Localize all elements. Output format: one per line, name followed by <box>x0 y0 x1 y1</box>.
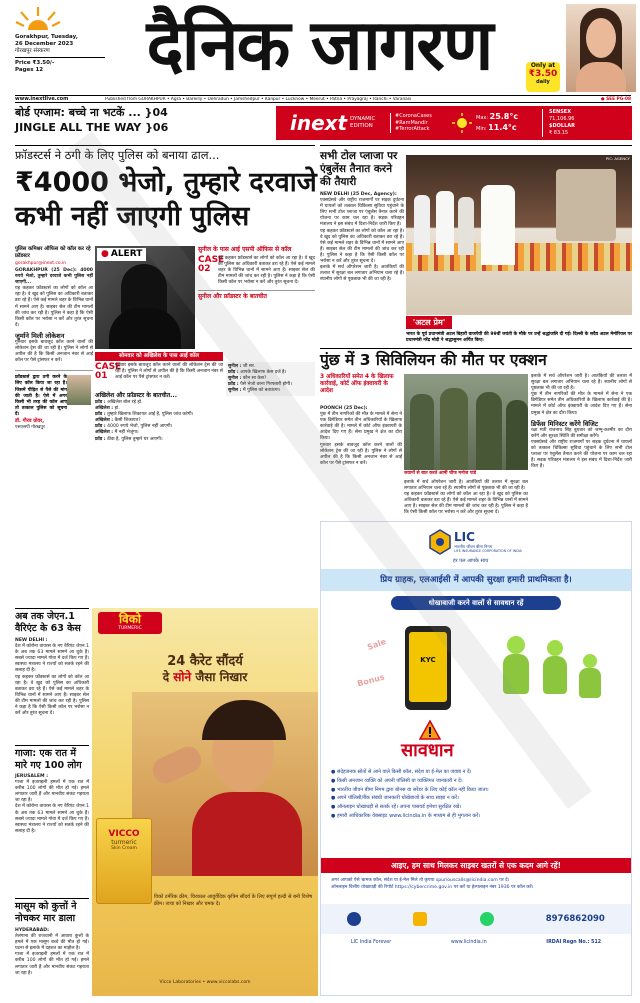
poonch-side-head: 3 अधिकारियों समेत 4 के खिलाफ कार्रवाई, कोर्ट ऑफ इंक्वायरी के आदेश <box>320 374 394 394</box>
atal-tribute-photo: PIC: AGENCY <box>406 155 632 315</box>
atal-caption: भारत के पूर्व प्रधानमंत्री अटल बिहारी वाजपेयी की 99वीं जयंती के मौके पर उन्हें श्रद्धांजलि दी गई। दिल्ली के सदैव अटल मेमोरियल पर प्रधानमंत्री नरेंद्र मोदी ने श्रद्धासुमन अर्पित किए। <box>406 332 632 344</box>
dollar-value: ₹ 83.15 <box>549 130 569 136</box>
lead-byline-kicker: पुलिस कमिश्नर ऑफिस को कॉल कर रहे फ्रॉडस्टर <box>15 246 91 259</box>
poonch-subhead: डिफेंस मिनिस्टर करेंगे विजिट <box>531 419 599 428</box>
lic-points: ● संदेहजनक स्रोतों से आने वाले किसी कॉल, संदेश या ई-मेल का जवाब न दें। ● किसी अनजान व्यक्ति को अपनी पॉलिसी या व्यक्तिगत जानकारी न दें। ● भारतीय जीवन बीमा निगम द्वारा बोनस या सरेंडर के लिए कोई कॉल नहीं किया जाता। ● अपने पॉलिसी/बैंक संबंधी जानकारी धोखेबाजों के साथ साझा न करें। ● ऑनलाइन धोखाधड़ी से सतर्क रहें। अपना पासवर्ड हमेशा सुरक्षित रखें। ● हमारी आधिकारिक वेबसाइट www.licindia.in के माध्यम से ही भुगतान करें। <box>331 769 489 819</box>
alert-hacker-photo: ● ALERT <box>95 246 195 349</box>
paper-title: दैनिक जागरण <box>146 3 492 86</box>
sun-logo-icon <box>15 6 61 30</box>
lic-warning: धोखाबाजी करने वालों से सावधान रहें <box>391 596 561 610</box>
vicco-contact[interactable]: Vicco Laboratories • www.viccolabs.com <box>159 980 251 985</box>
poonch-body: पुंछ में तीन नागरिकों की मौत के मामले में सेना ने एक ब्रिगेडियर समेत तीन अधिकारियों के खिलाफ कार्रवाई की है। मामले में कोर्ट ऑफ इंक्वायरी के आदेश दिए गए हैं। सेना प्रमुख ने क्षेत्र का दौरा किया। <box>320 412 402 442</box>
atal-caption-tag: 'अटल प्रेम' <box>406 316 452 329</box>
army-photo-caption: जवानों से बात करते आर्मी चीफ मनोज पांडे <box>404 471 477 476</box>
toll-body: एक्सप्रेसवे और राष्ट्रीय राजमार्गों पर सड़क दुर्घटना में घायलों को तत्काल चिकित्सा सुविधा पहुंचाने के लिए सभी टोल प्लाजा पर एंबुलेंस तैनात करने की योजना पर काम चल रहा है। सड़क परिवहन मंत्रालय ने इस संबंध में दिशा-निर्देश जारी किए हैं। <box>320 198 404 228</box>
inext-logo: inext <box>290 111 348 135</box>
vicco-ad[interactable]: विको TURMERIC 24 कैरेट सौंदर्य दे सोने जैसा निखार VICCO turmeric Skin Cream विको टर्मरिक क्रीम, चिरकाल आयुर्वेदिक कृत्रिम सौंदर्य के लिए संपूर्ण हल्दी से बनी विशेष क्रीम। त्वचा को निखार और चमक दे। Vicco Laboratories • www.viccolabs.com <box>92 608 318 996</box>
vicco-pack: VICCO turmeric Skin Cream <box>96 818 152 904</box>
lic-social[interactable]: LIC India Forever <box>350 939 392 945</box>
pages: Pages 12 <box>15 67 44 73</box>
edition-date: 26 December 2023 <box>15 41 74 47</box>
min-temp: 11.4°c <box>488 123 517 132</box>
officer-photo <box>67 375 91 405</box>
lic-logo-icon <box>429 529 451 555</box>
see-page: ● SEE PG-08 <box>600 96 631 102</box>
lead-body: यह कहकर फ्रॉडस्टर्स का लोगों को कॉल आ रहा है। वे खुद को पुलिस का अधिकारी बताकर डरा रहे हैं। ऐसे कई मामले शहर के विभिन्न थानों में सामने आए हैं। साइबर सेल की टीम मामलों की जांच कर रही है। पुलिस ने कहा है कि ऐसी किसी कॉल पर भरोसा न करें और तुरंत सूचना दें। <box>15 286 94 328</box>
case-01-bar: सोमवार को अखिलेश के पास आई कॉल <box>95 352 223 361</box>
dogs-headline: मासूम को कुत्तों ने नोचकर मार डाला <box>15 901 77 924</box>
poonch-headline: पुंछ में 3 सिविलियन की मौत पर एक्शन <box>320 351 547 369</box>
published-from: Published from GORAKHPUR • Agra • Bareilly • Dehradun • Jamshedpur • Kanpur • Lucknow • Meerut • Patna • Prayagraj • Ranchi • Varanasi <box>105 96 412 102</box>
quote-name: डॉ. गौरव ग्रोवर, <box>15 417 45 424</box>
jn1-body: देश में कोरोना वायरस के नए वैरिएंट जेएन.1 के अब तक 63 मामले सामने आ चुके हैं। सबसे ज्यादा मामले गोवा में दर्ज किए गए हैं। स्वास्थ्य मंत्रालय ने राज्यों को सतर्क रहने की सलाह दी है। <box>15 644 89 674</box>
sensex-value: 71,106.96 <box>549 116 575 122</box>
quote-desig: एसएसपी गोरखपुर <box>15 424 45 430</box>
lic-ad[interactable]: LIC भारतीय जीवन बीमा निगम LIFE INSURANCE CORPORATION OF INDIA हर पल आपके साथ प्रिय ग्राहक, एलआईसी में आपकी सुरक्षा हमारी प्राथमिकता है। धोखाबाजी करने वालों से सावधान रहें KYC Sale Bonus सावधान ● संदेहजनक स्रोतों से आने वाले किसी कॉल, संदेश या ई-मेल का जवाब न दें। ● किसी अनजान व्यक्ति को अपनी पॉलिसी या व्यक्तिगत जानकारी न दें। ● भारतीय जीवन बीमा निगम द्वारा बोनस या सरेंडर के लिए कोई कॉल नहीं किया जाता। ● अपने पॉलिसी/बैंक संबंधी जानकारी धोखेबाजों के साथ साझा न करें। ● ऑनलाइन धोखाधड़ी से सतर्क रहें। अपना पासवर्ड हमेशा सुरक्षित रखें। ● हमारी आधिकारिक वेबसाइट www.licindia.in के माध्यम से ही भुगतान करें। आइए, हम साथ मिलकर साइबर खतरों से एक कदम आगे रहें! अगर आपको ऐसे भ्रामक कॉल, संदेश या ई-मेल मिले तो कृपया spuriouscalls@licindia.com पर दें। ऑनलाइन वित्तीय धोखाधड़ी की रिपोर्ट https://cybercrime.gov.in पर करें या हेल्पलाइन नंबर 1930 पर कॉल करें। 8976862090 LIC India Forever www.licindia.in IRDAI Regn No.: 512 <box>320 521 632 996</box>
lic-tagline: हर पल आपके साथ <box>453 558 489 564</box>
case-02-dialog: सुनील : जी सर. फ्रॉड : आपके खिलाफ केस दर्ज है। सुनील : कौन सा केस? फ्रॉड : पैसे भेजो वरना गिरफ्तारी होगी। सुनील : मैं पुलिस को बताऊंगा। <box>226 362 315 396</box>
poonch-body-3: रक्षा मंत्री राजनाथ सिंह बुधवार को जम्मू-कश्मीर का दौरा करेंगे और सुरक्षा स्थिति की समीक्षा करेंगे। <box>531 427 632 439</box>
price-badge: Only at ₹3.50 daily <box>526 62 560 92</box>
edition-hindi: गोरखपुर संस्करण <box>15 48 50 54</box>
bride-photo <box>132 692 318 876</box>
lead-subhead: जुर्माने मिली लोकेशन <box>15 331 65 340</box>
dogs-body: तेलंगाना की राजधानी में आवारा कुत्तों के हमले में एक मासूम बच्चे की मौत हो गई। घटना से इलाके में दहशत का माहौल है। <box>15 934 89 952</box>
jn1-headline: अब तक जेएन.1 वैरिएंट के 63 केस <box>15 611 81 634</box>
teaser-jingle: JINGLE ALL THE WAY }06 <box>15 121 169 134</box>
price: Price ₹3.50/- <box>15 60 55 66</box>
lead-dateline: GORAKHPUR (25 Dec): 4000 रुपये भेजो, तुम्हारे दरवाजे कभी पुलिस नहीं जाएगी... <box>15 268 93 286</box>
lic-web[interactable]: www.licindia.in <box>450 939 487 945</box>
alert-icon: ● <box>101 249 109 259</box>
app-icon <box>413 912 427 926</box>
max-temp: 25.8°c <box>489 112 519 121</box>
chat-icon <box>347 912 361 926</box>
lead-body-2: गुरुवार इसके बावजूद कॉल करने वालों की लोकेशन ट्रेस की जा रही है। पुलिस ने लोगों से अपील की है कि किसी अनजान नंबर से आई कॉल पर पैसे ट्रांसफर न करें। <box>15 339 93 364</box>
lead-kicker: फ्रॉडस्टर्स ने ठगी के लिए पुलिस को बनाया ढाल... <box>15 148 220 162</box>
lead-headline-2: कभी नहीं जाएगी पुलिस <box>15 201 250 232</box>
lic-irdai: IRDAI Regn No.: 512 <box>546 939 602 945</box>
phone-fraud-illustration: KYC Sale Bonus <box>357 620 603 716</box>
model-photo <box>566 4 636 92</box>
inext-bar: inext DYNAMIC EDITION #CoronaCases #RamMandir #TerrorAttack Max: 25.8°c Min: 11.4°c SENSEX 71,106.96 $DOLLAR ₹ 83.15 <box>276 106 632 140</box>
gaza-body: गाजा में इजराइली हमलों में एक रात में करीब 100 लोगों की मौत हो गई। हमले लगातार जारी हैं और मानवीय संकट गहराता जा रहा है। <box>15 780 89 804</box>
warning-icon <box>419 720 441 740</box>
vicco-body: विको टर्मरिक क्रीम, चिरकाल आयुर्वेदिक कृत्रिम सौंदर्य के लिए संपूर्ण हल्दी से बनी विशेष क्रीम। त्वचा को निखार और चमक दे। <box>154 894 312 907</box>
masthead <box>0 0 640 96</box>
lead-headline-1: ₹4000 भेजो, तुम्हारे दरवाजे <box>15 167 317 198</box>
vicco-headline-1: 24 कैरेट सौंदर्य <box>167 654 243 669</box>
army-chief-photo <box>404 374 528 470</box>
whatsapp-icon <box>480 912 494 926</box>
lic-banner: प्रिय ग्राहक, एलआईसी में आपकी सुरक्षा हमारी प्राथमिकता है। <box>321 569 631 591</box>
lic-footer-band: आइए, हम साथ मिलकर साइबर खतरों से एक कदम आगे रहें! <box>321 858 631 873</box>
lic-footer-text: अगर आपको ऐसे भ्रामक कॉल, संदेश या ई-मेल मिले तो कृपया spuriouscalls@licindia.com पर दें। <box>331 878 510 883</box>
hashtag[interactable]: #TerrorAttack <box>395 126 430 133</box>
toll-headline: सभी टोल प्लाजा पर एंबुलेंस तैनात करने की तैयारी <box>320 150 398 188</box>
lic-footer-text-2: ऑनलाइन वित्तीय धोखाधड़ी की रिपोर्ट https://cybercrime.gov.in पर करें या हेल्पलाइन नंबर 1930 पर कॉल करें। <box>331 884 534 890</box>
weather-icon <box>452 113 472 133</box>
gaza-headline: गाजा: एक रात में मारे गए 100 लोग <box>15 748 82 771</box>
case-02-box: सुनील के पास आई एसपी ऑफिस से कॉल CASE 02 यह कहकर फ्रॉडस्टर्स का लोगों को कॉल आ रहा है। वे खुद को पुलिस का अधिकारी बताकर डरा रहे हैं। ऐसे कई मामले शहर के विभिन्न थानों में सामने आए हैं। साइबर सेल की टीम मामलों की जांच कर रही है। पुलिस ने कहा है कि ऐसी किसी कॉल पर भरोसा न करें और तुरंत सूचना दें। सुनील और फ्रॉडस्टर के बातचीत <box>198 246 315 300</box>
website[interactable]: www.inextlive.com <box>15 96 69 102</box>
teaser-board-exam: बोर्ड एग्जाम: बच्चे ना भटकें ... }04 <box>15 106 168 119</box>
hashtag[interactable]: #CoronaCases <box>395 113 432 120</box>
lic-caution: सावधान <box>401 740 454 761</box>
vicco-logo: विको TURMERIC <box>98 612 162 634</box>
hashtag[interactable]: #RamMandir <box>395 119 428 126</box>
lic-logo: LIC <box>454 530 475 544</box>
lead-email[interactable]: gorakhpur@inext.co.in <box>15 261 67 266</box>
poonch-body-2: इलाके में सर्च ऑपरेशन जारी है। आतंकियों की तलाश में सुरक्षा बल लगातार अभियान चला रहे हैं। स्थानीय लोगों से पूछताछ भी की जा रही है। <box>404 480 528 492</box>
case-01-dialog: अखिलेश और फ्रॉडस्टर के बातचीत... फ्रॉड : अखिलेश बोल रहे हो. अखिलेश : हां. फ्रॉड : तुम्हारे खिलाफ शिकायत आई है, पुलिस जांच करेगी। अखिलेश : कैसी शिकायत? फ्रॉड : 4000 रुपये भेजो, पुलिस नहीं आएगी। अखिलेश : मैं नहीं भेजूंगा। फ्रॉड : ठीक है, पुलिस तुम्हारे घर आएगी। <box>95 392 194 442</box>
lic-phone[interactable]: 8976862090 <box>545 914 605 924</box>
edition-city: Gorakhpur, Tuesday, <box>15 34 78 40</box>
lead-quote: फ्रॉडस्टर्स द्वारा ठगी करने के लिए कॉल किया जा रहा है। जिसमें पीड़ित से पैसे की मांग की जाती है। ऐसे में अगर किसी भी तरह की कॉल आए तो तत्काल पुलिस को सूचना दें। <box>15 375 67 417</box>
